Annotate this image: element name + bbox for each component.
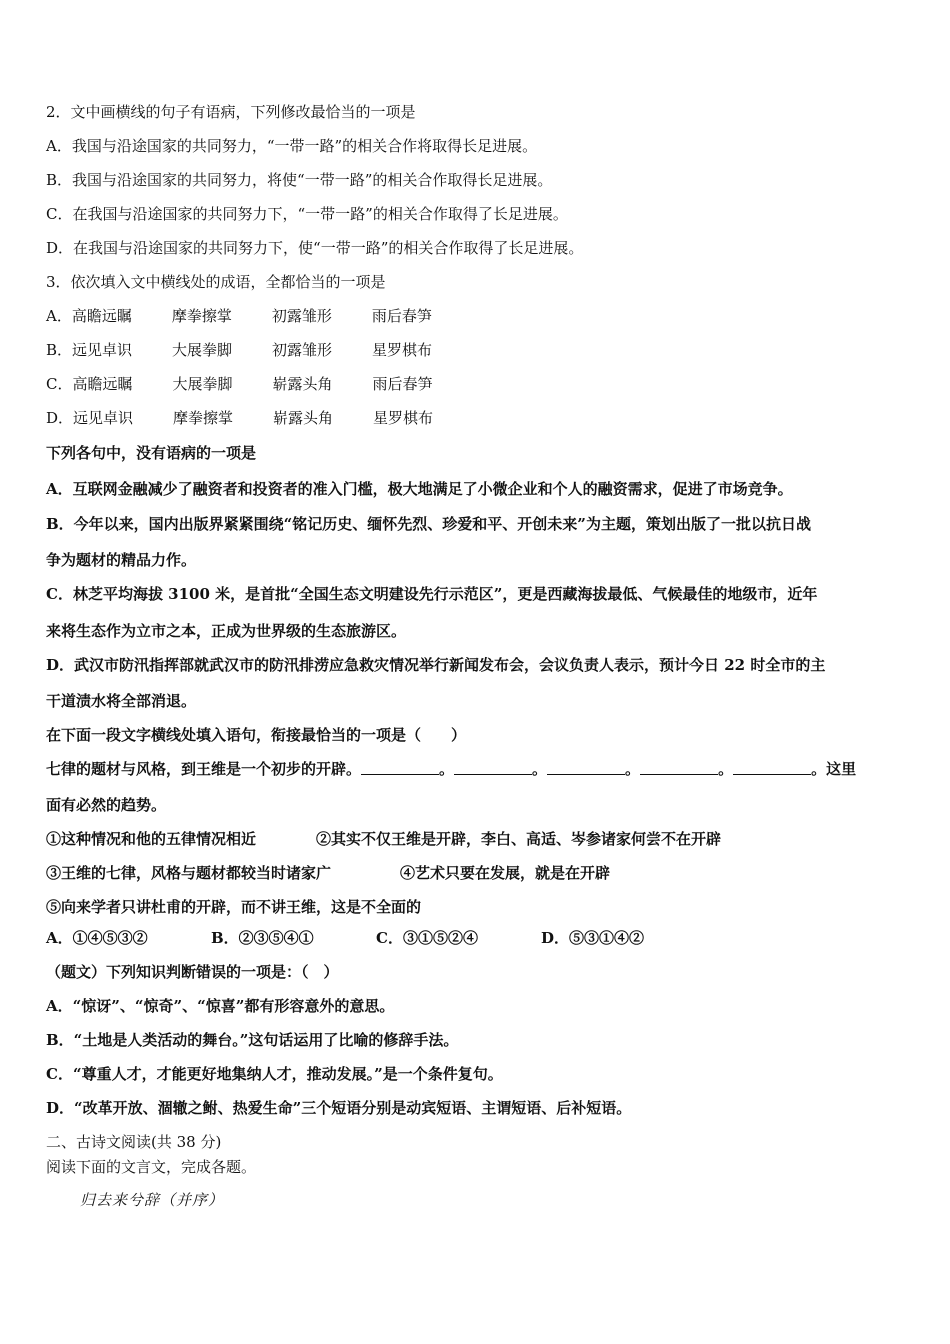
q3-word: 崭露头角 bbox=[273, 409, 334, 427]
q3-row-letter: A． bbox=[46, 307, 72, 325]
q5-sentence-5-line: ⑤向来学者只讲杜甫的开辟，而不讲王维，这是不全面的 bbox=[46, 898, 422, 916]
q4-stem: 下列各句中，没有语病的一项是 bbox=[46, 444, 257, 462]
q5-period: 。 bbox=[532, 760, 548, 778]
q2-option-c: C．在我国与沿途国家的共同努力下，“一带一路”的相关合作取得了长足进展。 bbox=[46, 205, 568, 223]
q5-sentence-2: ②其实不仅王维是开辟，李白、高适、岑参诸家何尝不在开辟 bbox=[316, 830, 722, 848]
q3-word: 大展拳脚 bbox=[172, 341, 233, 359]
q3-word: 摩拳擦掌 bbox=[173, 409, 234, 427]
q3-word: 远见卓识 bbox=[72, 341, 133, 359]
q5-sentence-1: ①这种情况和他的五律情况相近 bbox=[46, 830, 257, 848]
q4-option-d-line2: 干道渍水将全部消退。 bbox=[46, 692, 197, 710]
q2-option-d: D．在我国与沿途国家的共同努力下，使“一带一路”的相关合作取得了长足进展。 bbox=[46, 239, 584, 257]
q6-option-d: D．“改革开放、涸辙之鲋、热爱生命”三个短语分别是动宾短语、主谓短语、后补短语。 bbox=[46, 1099, 632, 1117]
q5-sentence-4: ④艺术只要在发展，就是在开辟 bbox=[400, 864, 611, 882]
q5-period: 。 bbox=[718, 760, 734, 778]
q5-option-a: A．①④⑤③② bbox=[46, 929, 148, 947]
q3-word: 星罗棋布 bbox=[372, 341, 433, 359]
q3-row-letter: B． bbox=[46, 341, 73, 359]
q2-option-b: B．我国与沿途国家的共同努力，将使“一带一路”的相关合作取得长足进展。 bbox=[46, 171, 553, 189]
q5-sentences-row1 bbox=[46, 829, 721, 849]
q3-word: 摩拳擦掌 bbox=[171, 307, 232, 325]
q3-row-d bbox=[46, 408, 433, 428]
q3-row-letter: C． bbox=[46, 375, 73, 393]
q3-word: 大展拳脚 bbox=[172, 375, 233, 393]
q5-passage-start: 七律的题材与风格，到王维是一个初步的开辟。 bbox=[46, 760, 362, 778]
poem-title: 归去来兮辞（并序） bbox=[80, 1191, 225, 1209]
q3-word: 远见卓识 bbox=[73, 409, 134, 427]
q5-passage-line1 bbox=[46, 759, 856, 779]
fill-blank-4 bbox=[640, 760, 718, 775]
q3-word: 雨后春笋 bbox=[371, 307, 432, 325]
q5-sentence-3: ③王维的七律，风格与题材都较当时诸家广 bbox=[46, 864, 332, 882]
q5-period: 。 bbox=[439, 760, 455, 778]
fill-blank-2 bbox=[454, 760, 532, 775]
q5-option-b: B．②③⑤④① bbox=[211, 929, 314, 947]
q3-row-c bbox=[46, 374, 433, 394]
q6-stem: （题文）下列知识判断错误的一项是：（ ） bbox=[46, 963, 339, 981]
q3-word: 崭露头角 bbox=[272, 375, 333, 393]
q3-word: 高瞻远瞩 bbox=[71, 307, 132, 325]
q5-stem: 在下面一段文字横线处填入语句，衔接最恰当的一项是（ ） bbox=[46, 726, 467, 744]
q5-sentences-row2 bbox=[46, 863, 610, 883]
q4-option-c-line2: 来将生态作为立市之本，正成为世界级的生态旅游区。 bbox=[46, 622, 407, 640]
q3-word: 星罗棋布 bbox=[373, 409, 434, 427]
section2-heading: 二、古诗文阅读(共 38 分) bbox=[46, 1133, 222, 1151]
fill-blank-5 bbox=[733, 760, 811, 775]
q3-row-letter: D． bbox=[46, 409, 74, 427]
q2-stem: 2．文中画横线的句子有语病，下列修改最恰当的一项是 bbox=[46, 103, 416, 121]
q5-passage-line2: 面有必然的趋势。 bbox=[46, 796, 167, 814]
fill-blank-1 bbox=[361, 760, 439, 775]
q6-option-a: A．“惊讶”、“惊奇”、“惊喜”都有形容意外的意思。 bbox=[46, 997, 395, 1015]
q5-option-d: D．⑤③①④② bbox=[541, 929, 645, 947]
q6-option-c: C．“尊重人才，才能更好地集纳人才，推动发展。”是一个条件复句。 bbox=[46, 1065, 503, 1083]
q3-row-a bbox=[46, 306, 432, 326]
q5-period: 。 bbox=[625, 760, 641, 778]
q5-options bbox=[46, 928, 644, 948]
q4-option-c-line1: C．林芝平均海拔 3100 米，是首批“全国生态文明建设先行示范区”，更是西藏海拔最低、气候最佳的地级市，近年 bbox=[46, 585, 818, 603]
q3-stem: 3．依次填入文中横线处的成语，全都恰当的一项是 bbox=[46, 273, 386, 291]
section2-instruction: 阅读下面的文言文，完成各题。 bbox=[46, 1158, 257, 1176]
q3-word: 初露雏形 bbox=[272, 341, 333, 359]
q5-passage-end: 。这里 bbox=[811, 760, 857, 778]
q4-option-a: A．互联网金融减少了融资者和投资者的准入门槛，极大地满足了小微企业和个人的融资需求，促进了市场竞争。 bbox=[46, 480, 793, 498]
q4-option-d-line1: D．武汉市防汛指挥部就武汉市的防汛排涝应急救灾情况举行新闻发布会，会议负责人表示，预计今日 22 时全市的主 bbox=[46, 656, 826, 674]
q3-word: 雨后春笋 bbox=[372, 375, 433, 393]
q3-row-b bbox=[46, 340, 432, 360]
q4-option-b-line2: 争为题材的精品力作。 bbox=[46, 551, 197, 569]
q4-option-b-line1: B．今年以来，国内出版界紧紧围绕“铭记历史、缅怀先烈、珍爱和平、开创未来”为主题，策划出版了一批以抗日战 bbox=[46, 515, 811, 533]
fill-blank-3 bbox=[547, 760, 625, 775]
q2-option-a: A．我国与沿途国家的共同努力，“一带一路”的相关合作将取得长足进展。 bbox=[46, 137, 538, 155]
q5-option-c: C．③①⑤②④ bbox=[376, 929, 478, 947]
q3-word: 初露雏形 bbox=[271, 307, 332, 325]
q3-word: 高瞻远瞩 bbox=[72, 375, 133, 393]
q6-option-b: B．“土地是人类活动的舞台。”这句话运用了比喻的修辞手法。 bbox=[46, 1031, 459, 1049]
